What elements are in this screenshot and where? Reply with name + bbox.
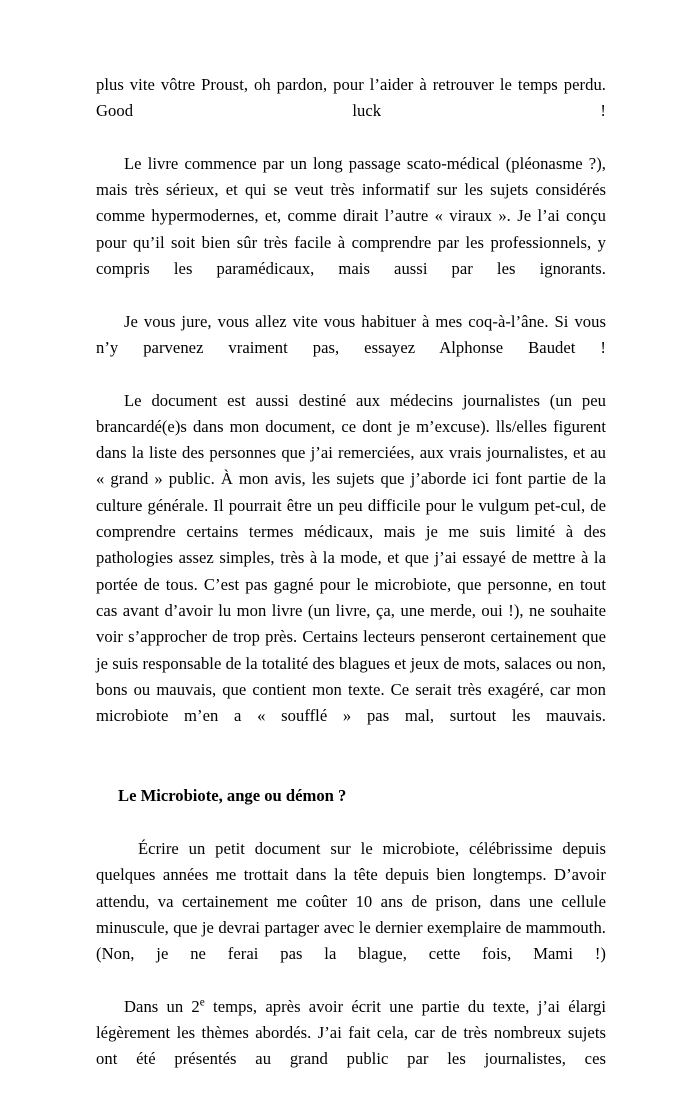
paragraph-le-document-est-aussi: Le document est aussi destiné aux médecins journalistes (un peu brancardé(e)s dans mon document, ce dont je m’excuse). lls/elles figurent dans la liste des personnes que j’ai remerciées, aux vrais journalistes, et au « grand » public. À mon avis, les sujets que j’aborde ici font partie de la culture générale. Il pourrait être un peu difficile pour le vulgum pet-cul, de comprendre certains termes médicaux, mais je me suis limité à des pathologies assez simples, très à la mode, et que j’ai essayé de mettre à la portée de tous. C’est pas gagné pour le microbiote, que personne, en tout cas avant d’avoir lu mon livre (un livre, ça, une merde, oui !), ne souhaite voir s’approcher de trop près. Certains lecteurs penseront certainement que je suis responsable de la totalité des blagues et jeux de mots, salaces ou non, bons ou mauvais, que contient mon texte. Ce serait très exagéré, car mon microbiote m’en a « soufflé » pas mal, surtout les mauvais. (96, 390, 606, 726)
paragraph-ecrire-un-petit-document: Écrire un petit document sur le microbiote, célébrissime depuis quelques années me trottait dans la tête depuis bien longtemps. D’avoir attendu, va certainement me coûter 10 ans de prison, dans une cellule minuscule, que je devrai partager avec le dernier exemplaire de mammouth. (Non, je ne ferai pas la blague, cette fois, Mami !) (96, 839, 606, 964)
ordinal-suffix-text: temps, après avoir écrit une partie du texte, j’ai élargi légèrement les thèmes abordés. J’ai fait cela, car de très nombreux sujets ont été présentés au grand public par les journalistes, ces (96, 996, 606, 1069)
ordinal-superscript: e (199, 996, 205, 1009)
ordinal-prefix-text: Dans un 2 (124, 996, 200, 1016)
heading-spacer-below (96, 809, 606, 836)
paragraph-le-livre-commence: Le livre commence par un long passage scato-médical (pléonasme ?), mais très sérieux, et qui se veut très informatif sur les sujets considérés comme hypermodernes, et, comme dirait l’autre « viraux ». Je l’ai conçu pour qu’il soit bien sûr très facile à comprendre par les professionnels, y compris les paramédicaux, mais aussi par les ignorants. (96, 153, 606, 279)
paragraph-proust-continuation: plus vite vôtre Proust, oh pardon, pour l’aider à retrouver le temps perdu. Good luck ! (96, 75, 606, 121)
paragraph-dans-un-2e-temps (96, 994, 606, 1099)
paragraph-je-vous-jure: Je vous jure, vous allez vite vous habituer à mes coq-à-l’âne. Si vous n’y parvenez vraiment pas, essayez Alphonse Baudet ! (96, 311, 606, 357)
text-column (96, 72, 606, 1099)
heading-spacer-above (96, 756, 606, 783)
section-heading-microbiote: Le Microbiote, ange ou démon ? (118, 785, 347, 805)
